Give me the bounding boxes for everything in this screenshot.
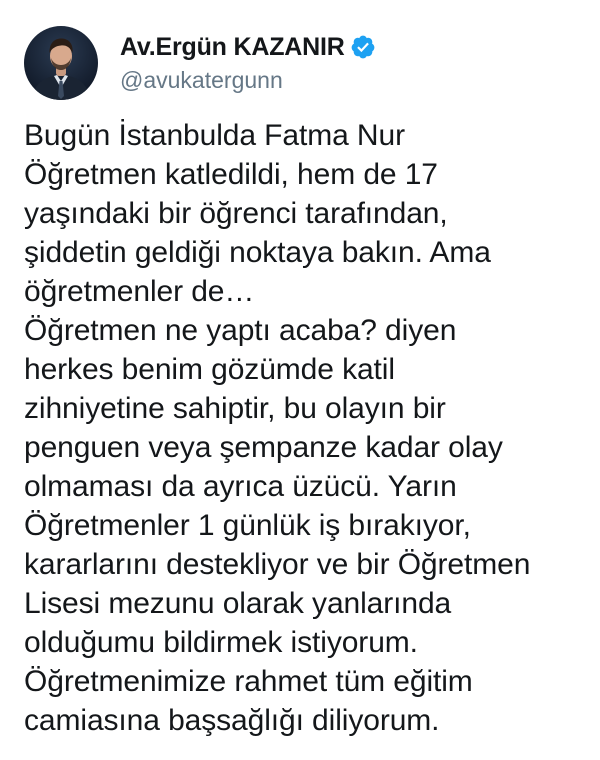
tweet-text-line: penguen veya şempanze kadar olay [24,431,503,464]
tweet-text [24,116,584,740]
verified-badge-icon [350,34,376,60]
tweet-text-line: herkes benim gözümde katil [24,353,395,386]
tweet-text-line: Öğretmen katledildi, hem de 17 [24,158,438,191]
author-name-row[interactable] [120,32,376,62]
tweet-text-line: şiddetin geldiği noktaya bakın. Ama [24,236,491,269]
avatar[interactable] [24,26,98,100]
tweet-header [24,26,376,100]
profile-photo-icon [24,26,98,100]
tweet-text-line: Bugün İstanbulda Fatma Nur [24,119,405,152]
tweet-text-line: olmaması da ayrıca üzücü. Yarın [24,470,457,503]
tweet-text-line: öğretmenler de… [24,275,255,308]
tweet-text-line: Öğretmen ne yaptı acaba? diyen [24,314,457,347]
tweet-text-line: yaşındaki bir öğrenci tarafından, [24,197,448,230]
author-handle[interactable]: @avukatergunn [120,67,283,93]
tweet-text-line: olduğumu bildirmek istiyorum. [24,626,418,659]
tweet-text-line: Lisesi mezunu olarak yanlarında [24,587,452,620]
tweet-text-line: camiasına başsağlığı diliyorum. [24,704,440,737]
author-display-name[interactable]: Av.Ergün KAZANIR [120,33,345,61]
tweet-text-line: zihniyetine sahiptir, bu olayın bir [24,392,446,425]
tweet-text-line: Öğretmenimize rahmet tüm eğitim [24,665,473,698]
tweet-text-line: kararlarını destekliyor ve bir Öğretmen [24,548,531,581]
author-identity [120,32,376,94]
tweet-text-line: Öğretmenler 1 günlük iş bırakıyor, [24,509,471,542]
